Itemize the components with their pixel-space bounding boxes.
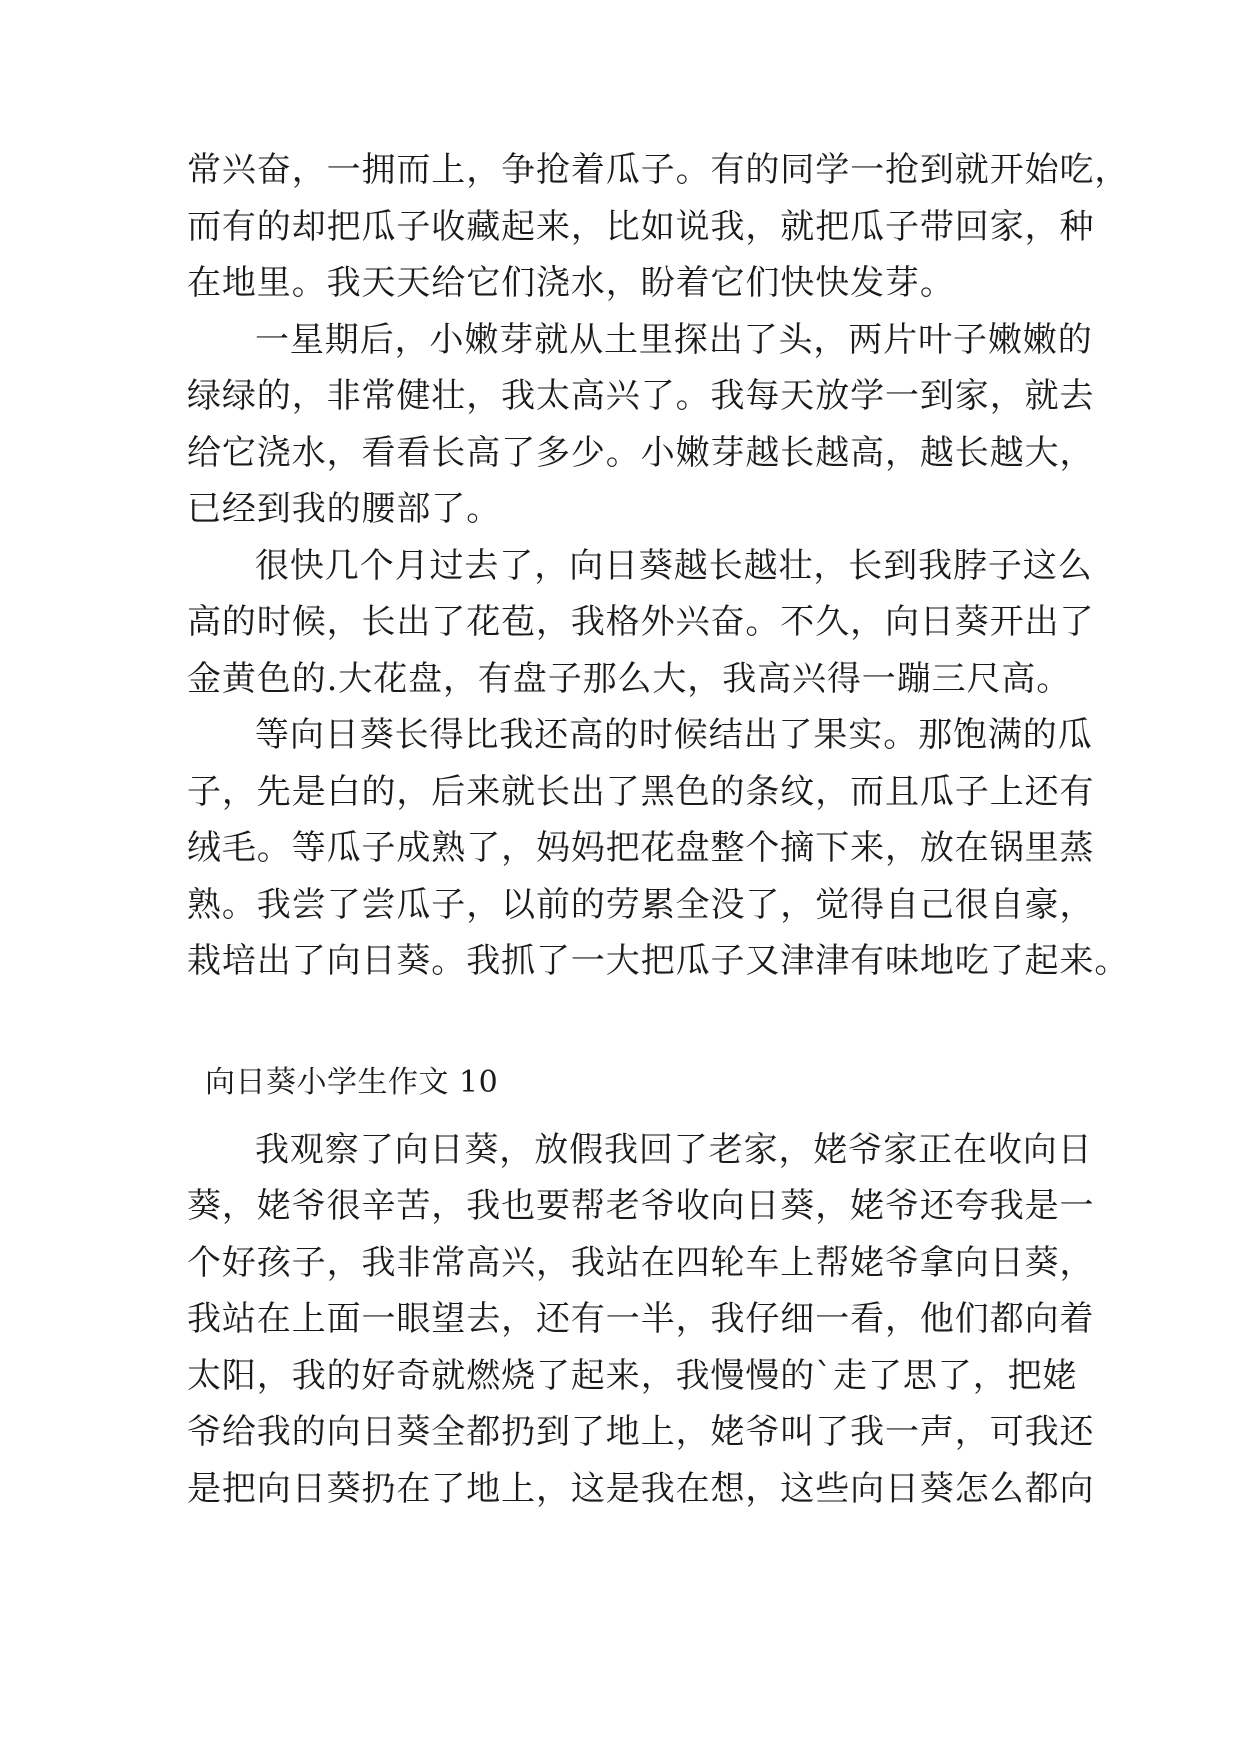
text-line: 等向日葵长得比我还高的时候结出了果实。那饱满的瓜	[255, 715, 1093, 755]
text-line: 子，先是白的，后来就长出了黑色的条纹，而且瓜子上还有	[187, 772, 1095, 812]
text-line: 而有的却把瓜子收藏起来，比如说我，就把瓜子带回家，种	[187, 207, 1095, 247]
section-heading: 向日葵小学生作文 10	[205, 1065, 499, 1100]
text-line: 葵，姥爷很辛苦，我也要帮老爷收向日葵，姥爷还夸我是一	[187, 1186, 1095, 1226]
text-line: 一星期后，小嫩芽就从土里探出了头，两片叶子嫩嫩的	[255, 320, 1093, 360]
text-line: 是把向日葵扔在了地上，这是我在想，这些向日葵怎么都向	[187, 1469, 1095, 1509]
text-line: 在地里。我天天给它们浇水，盼着它们快快发芽。	[187, 263, 955, 303]
text-line: 给它浇水，看看长高了多少。小嫩芽越长越高，越长越大，	[187, 433, 1095, 473]
text-line: 常兴奋，一拥而上，争抢着瓜子。有的同学一抢到就开始吃，	[187, 150, 1130, 190]
text-line: 绒毛。等瓜子成熟了，妈妈把花盘整个摘下来，放在锅里蒸	[187, 828, 1095, 868]
text-line: 绿绿的，非常健壮，我太高兴了。我每天放学一到家，就去	[187, 376, 1095, 416]
text-line: 很快几个月过去了，向日葵越长越壮，长到我脖子这么	[255, 546, 1093, 586]
text-line: 我观察了向日葵，放假我回了老家，姥爷家正在收向日	[255, 1130, 1093, 1170]
text-line: 爷给我的向日葵全都扔到了地上，姥爷叫了我一声，可我还	[187, 1412, 1095, 1452]
text-line: 金黄色的.大花盘，有盘子那么大，我高兴得一蹦三尺高。	[187, 659, 1072, 699]
text-line: 高的时候，长出了花苞，我格外兴奋。不久，向日葵开出了	[187, 602, 1095, 642]
text-line: 已经到我的腰部了。	[187, 489, 502, 529]
text-line: 熟。我尝了尝瓜子，以前的劳累全没了，觉得自己很自豪，	[187, 885, 1095, 925]
text-line: 我站在上面一眼望去，还有一半，我仔细一看，他们都向着	[187, 1299, 1095, 1339]
text-line: 个好孩子，我非常高兴，我站在四轮车上帮姥爷拿向日葵，	[187, 1243, 1095, 1283]
text-line: 太阳，我的好奇就燃烧了起来，我慢慢的`走了思了，把姥	[187, 1356, 1078, 1396]
text-line: 栽培出了向日葵。我抓了一大把瓜子又津津有味地吃了起来。	[187, 941, 1130, 981]
